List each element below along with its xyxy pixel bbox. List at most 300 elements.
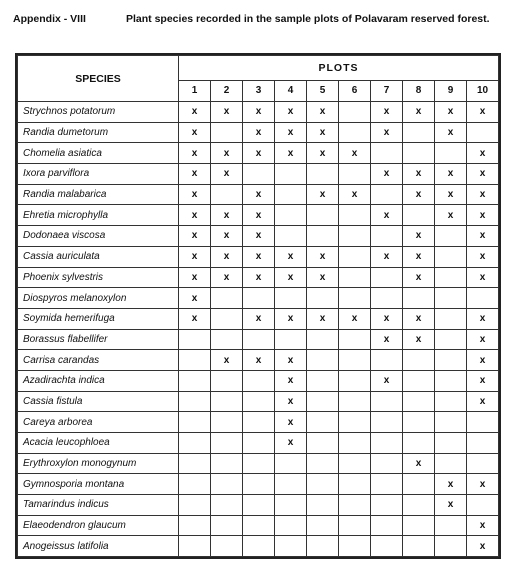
presence-cell <box>435 267 467 288</box>
presence-cell <box>435 102 467 123</box>
table-row <box>18 329 499 350</box>
plot-number-header: 6 <box>339 80 371 101</box>
presence-cell <box>275 288 307 309</box>
presence-cell <box>403 205 435 226</box>
presence-mark: x <box>287 313 294 325</box>
presence-cell <box>371 329 403 350</box>
species-name: Anogeissus latifolia <box>18 536 179 557</box>
presence-cell <box>307 164 339 185</box>
presence-mark: x <box>447 209 454 221</box>
presence-cell <box>275 536 307 557</box>
presence-cell <box>371 453 403 474</box>
presence-mark: x <box>447 499 454 511</box>
presence-mark: x <box>191 189 198 201</box>
presence-mark: x <box>191 292 198 304</box>
presence-cell <box>243 288 275 309</box>
presence-mark: x <box>319 127 326 139</box>
presence-cell <box>371 143 403 164</box>
presence-mark: x <box>415 313 422 325</box>
presence-mark: x <box>287 375 294 387</box>
presence-mark: x <box>479 168 486 180</box>
presence-cell <box>275 453 307 474</box>
presence-cell <box>467 515 499 536</box>
presence-cell <box>435 205 467 226</box>
presence-cell <box>403 329 435 350</box>
presence-cell <box>243 412 275 433</box>
plot-number-header: 10 <box>467 80 499 101</box>
presence-cell <box>307 329 339 350</box>
species-column-header: SPECIES <box>18 56 179 102</box>
plot-number-header: 2 <box>211 80 243 101</box>
presence-cell <box>211 102 243 123</box>
presence-cell <box>179 164 211 185</box>
presence-cell <box>371 370 403 391</box>
presence-mark: x <box>287 106 294 118</box>
presence-cell <box>179 515 211 536</box>
species-name: Randia dumetorum <box>18 122 179 143</box>
presence-cell <box>435 246 467 267</box>
presence-cell <box>211 350 243 371</box>
presence-cell <box>179 184 211 205</box>
presence-mark: x <box>319 313 326 325</box>
presence-cell <box>243 143 275 164</box>
presence-cell <box>211 391 243 412</box>
presence-mark: x <box>415 458 422 470</box>
presence-cell <box>467 246 499 267</box>
presence-mark: x <box>415 168 422 180</box>
presence-mark: x <box>447 189 454 201</box>
presence-cell <box>339 474 371 495</box>
presence-cell <box>339 308 371 329</box>
plot-number-header: 9 <box>435 80 467 101</box>
presence-cell <box>339 288 371 309</box>
presence-cell <box>211 246 243 267</box>
presence-cell <box>243 433 275 454</box>
table-body <box>18 102 499 557</box>
plot-number-header: 1 <box>179 80 211 101</box>
presence-mark: x <box>255 354 262 366</box>
presence-mark: x <box>191 271 198 283</box>
presence-mark: x <box>383 106 390 118</box>
presence-mark: x <box>415 251 422 263</box>
presence-mark: x <box>191 230 198 242</box>
presence-cell <box>435 329 467 350</box>
presence-mark: x <box>191 106 198 118</box>
presence-mark: x <box>383 127 390 139</box>
presence-mark: x <box>479 313 486 325</box>
presence-cell <box>403 184 435 205</box>
presence-mark: x <box>255 189 262 201</box>
presence-cell <box>435 226 467 247</box>
presence-cell <box>275 226 307 247</box>
table-row <box>18 391 499 412</box>
presence-cell <box>307 246 339 267</box>
presence-cell <box>211 370 243 391</box>
species-name: Elaeodendron glaucum <box>18 515 179 536</box>
presence-cell <box>243 184 275 205</box>
presence-cell <box>307 184 339 205</box>
plot-number-header: 8 <box>403 80 435 101</box>
presence-mark: x <box>479 375 486 387</box>
presence-cell <box>179 122 211 143</box>
presence-cell <box>307 433 339 454</box>
presence-cell <box>211 288 243 309</box>
presence-mark: x <box>319 106 326 118</box>
species-name: Diospyros melanoxylon <box>18 288 179 309</box>
table-row <box>18 515 499 536</box>
presence-mark: x <box>319 189 326 201</box>
presence-cell <box>275 246 307 267</box>
presence-cell <box>339 453 371 474</box>
presence-cell <box>339 515 371 536</box>
presence-cell <box>403 350 435 371</box>
presence-cell <box>403 433 435 454</box>
presence-cell <box>403 164 435 185</box>
presence-mark: x <box>287 271 294 283</box>
presence-mark: x <box>255 251 262 263</box>
plot-number-header: 4 <box>275 80 307 101</box>
presence-cell <box>403 474 435 495</box>
presence-cell <box>403 122 435 143</box>
presence-cell <box>211 536 243 557</box>
presence-cell <box>275 474 307 495</box>
presence-cell <box>467 102 499 123</box>
presence-cell <box>179 205 211 226</box>
presence-cell <box>339 164 371 185</box>
presence-mark: x <box>223 209 230 221</box>
species-name: Borassus flabellifer <box>18 329 179 350</box>
presence-mark: x <box>415 333 422 345</box>
table-row <box>18 226 499 247</box>
presence-cell <box>243 246 275 267</box>
presence-cell <box>467 433 499 454</box>
presence-cell <box>275 102 307 123</box>
presence-cell <box>339 267 371 288</box>
presence-cell <box>339 184 371 205</box>
presence-mark: x <box>319 271 326 283</box>
presence-cell <box>435 164 467 185</box>
table-row <box>18 308 499 329</box>
presence-cell <box>467 164 499 185</box>
presence-cell <box>371 495 403 516</box>
presence-cell <box>339 433 371 454</box>
presence-mark: x <box>383 313 390 325</box>
presence-cell <box>211 267 243 288</box>
presence-mark: x <box>351 147 358 159</box>
presence-cell <box>275 433 307 454</box>
presence-cell <box>179 308 211 329</box>
table-row <box>18 453 499 474</box>
presence-mark: x <box>191 127 198 139</box>
presence-cell <box>243 205 275 226</box>
presence-cell <box>307 205 339 226</box>
presence-mark: x <box>255 209 262 221</box>
presence-cell <box>179 370 211 391</box>
species-name: Chomelia asiatica <box>18 143 179 164</box>
presence-cell <box>275 495 307 516</box>
presence-mark: x <box>447 168 454 180</box>
species-name: Careya arborea <box>18 412 179 433</box>
presence-mark: x <box>255 127 262 139</box>
presence-cell <box>435 536 467 557</box>
presence-cell <box>179 288 211 309</box>
presence-mark: x <box>255 313 262 325</box>
table-row <box>18 102 499 123</box>
presence-cell <box>403 536 435 557</box>
presence-mark: x <box>479 189 486 201</box>
presence-cell <box>403 515 435 536</box>
table-row <box>18 246 499 267</box>
presence-cell <box>371 412 403 433</box>
presence-mark: x <box>255 147 262 159</box>
presence-cell <box>179 226 211 247</box>
species-name: Randia malabarica <box>18 184 179 205</box>
presence-cell <box>179 536 211 557</box>
presence-cell <box>243 370 275 391</box>
presence-mark: x <box>479 520 486 532</box>
presence-cell <box>179 329 211 350</box>
presence-cell <box>211 474 243 495</box>
presence-cell <box>307 412 339 433</box>
presence-mark: x <box>383 333 390 345</box>
presence-cell <box>243 226 275 247</box>
presence-cell <box>179 350 211 371</box>
presence-mark: x <box>319 251 326 263</box>
presence-cell <box>467 474 499 495</box>
presence-cell <box>403 453 435 474</box>
species-name: Gymnosporia montana <box>18 474 179 495</box>
presence-cell <box>467 184 499 205</box>
presence-cell <box>211 433 243 454</box>
presence-cell <box>211 226 243 247</box>
presence-cell <box>371 205 403 226</box>
presence-cell <box>435 288 467 309</box>
presence-mark: x <box>447 478 454 490</box>
presence-mark: x <box>191 147 198 159</box>
species-name: Carrisa carandas <box>18 350 179 371</box>
presence-cell <box>435 453 467 474</box>
plot-number-header: 3 <box>243 80 275 101</box>
presence-cell <box>211 184 243 205</box>
presence-cell <box>435 412 467 433</box>
presence-cell <box>243 536 275 557</box>
presence-mark: x <box>255 230 262 242</box>
species-name: Cassia fistula <box>18 391 179 412</box>
species-name: Cassia auriculata <box>18 246 179 267</box>
presence-mark: x <box>383 375 390 387</box>
presence-cell <box>307 308 339 329</box>
presence-cell <box>467 143 499 164</box>
presence-cell <box>243 102 275 123</box>
presence-cell <box>467 267 499 288</box>
presence-cell <box>211 143 243 164</box>
presence-cell <box>339 391 371 412</box>
presence-cell <box>339 536 371 557</box>
presence-cell <box>339 350 371 371</box>
presence-cell <box>339 102 371 123</box>
presence-cell <box>435 122 467 143</box>
presence-cell <box>243 308 275 329</box>
presence-cell <box>179 433 211 454</box>
presence-cell <box>275 143 307 164</box>
presence-cell <box>371 350 403 371</box>
presence-cell <box>179 412 211 433</box>
presence-cell <box>435 370 467 391</box>
presence-mark: x <box>479 540 486 552</box>
appendix-label: Appendix - VIII <box>13 13 86 25</box>
presence-mark: x <box>223 168 230 180</box>
presence-cell <box>211 412 243 433</box>
presence-mark: x <box>479 251 486 263</box>
presence-cell <box>243 329 275 350</box>
presence-cell <box>467 370 499 391</box>
presence-cell <box>371 226 403 247</box>
presence-cell <box>467 453 499 474</box>
species-name: Strychnos potatorum <box>18 102 179 123</box>
presence-mark: x <box>479 106 486 118</box>
presence-cell <box>307 536 339 557</box>
plot-number-header: 7 <box>371 80 403 101</box>
presence-cell <box>243 267 275 288</box>
presence-cell <box>339 122 371 143</box>
presence-cell <box>243 350 275 371</box>
table-row <box>18 412 499 433</box>
presence-mark: x <box>383 251 390 263</box>
presence-mark: x <box>479 478 486 490</box>
table-row <box>18 370 499 391</box>
presence-cell <box>467 536 499 557</box>
presence-cell <box>371 536 403 557</box>
plot-number-header: 5 <box>307 80 339 101</box>
presence-mark: x <box>287 251 294 263</box>
presence-cell <box>403 226 435 247</box>
presence-cell <box>307 122 339 143</box>
presence-cell <box>179 246 211 267</box>
table-row <box>18 350 499 371</box>
presence-cell <box>339 370 371 391</box>
table-row <box>18 288 499 309</box>
presence-cell <box>339 226 371 247</box>
presence-mark: x <box>479 271 486 283</box>
presence-cell <box>307 474 339 495</box>
presence-mark: x <box>223 230 230 242</box>
presence-mark: x <box>479 354 486 366</box>
presence-mark: x <box>287 354 294 366</box>
presence-mark: x <box>255 271 262 283</box>
presence-cell <box>371 308 403 329</box>
presence-cell <box>403 288 435 309</box>
presence-cell <box>435 308 467 329</box>
presence-mark: x <box>415 271 422 283</box>
presence-cell <box>371 433 403 454</box>
presence-mark: x <box>287 437 294 449</box>
header-row <box>18 56 499 81</box>
presence-cell <box>307 102 339 123</box>
presence-cell <box>179 102 211 123</box>
presence-cell <box>403 412 435 433</box>
presence-cell <box>243 495 275 516</box>
table-row <box>18 433 499 454</box>
presence-cell <box>275 267 307 288</box>
presence-cell <box>179 453 211 474</box>
presence-mark: x <box>479 333 486 345</box>
presence-cell <box>307 515 339 536</box>
presence-cell <box>179 495 211 516</box>
presence-cell <box>435 433 467 454</box>
presence-cell <box>467 308 499 329</box>
presence-mark: x <box>319 147 326 159</box>
species-name: Azadirachta indica <box>18 370 179 391</box>
presence-cell <box>339 329 371 350</box>
presence-cell <box>275 184 307 205</box>
presence-cell <box>403 267 435 288</box>
presence-cell <box>211 205 243 226</box>
presence-cell <box>467 495 499 516</box>
presence-cell <box>371 267 403 288</box>
species-name: Tamarindus indicus <box>18 495 179 516</box>
presence-cell <box>371 122 403 143</box>
presence-cell <box>467 288 499 309</box>
presence-cell <box>179 143 211 164</box>
presence-mark: x <box>255 106 262 118</box>
presence-cell <box>275 412 307 433</box>
presence-cell <box>435 350 467 371</box>
presence-cell <box>307 267 339 288</box>
presence-cell <box>179 474 211 495</box>
presence-mark: x <box>191 209 198 221</box>
presence-cell <box>307 495 339 516</box>
table-row <box>18 495 499 516</box>
species-name: Erythroxylon monogynum <box>18 453 179 474</box>
presence-cell <box>307 143 339 164</box>
presence-cell <box>371 102 403 123</box>
presence-cell <box>339 143 371 164</box>
table-title: Plant species recorded in the sample plots of Polavaram reserved forest. <box>126 13 490 25</box>
presence-cell <box>371 184 403 205</box>
presence-mark: x <box>287 127 294 139</box>
presence-cell <box>211 495 243 516</box>
table-row <box>18 122 499 143</box>
presence-cell <box>435 143 467 164</box>
presence-mark: x <box>415 106 422 118</box>
table-row <box>18 205 499 226</box>
presence-cell <box>275 370 307 391</box>
presence-mark: x <box>287 147 294 159</box>
presence-cell <box>403 391 435 412</box>
presence-mark: x <box>223 271 230 283</box>
presence-cell <box>403 246 435 267</box>
presence-cell <box>275 308 307 329</box>
presence-cell <box>403 102 435 123</box>
presence-cell <box>307 350 339 371</box>
presence-cell <box>467 329 499 350</box>
presence-cell <box>307 288 339 309</box>
presence-cell <box>435 515 467 536</box>
species-name: Acacia leucophloea <box>18 433 179 454</box>
presence-cell <box>211 308 243 329</box>
presence-cell <box>371 391 403 412</box>
presence-mark: x <box>223 147 230 159</box>
presence-cell <box>211 329 243 350</box>
presence-cell <box>467 412 499 433</box>
presence-cell <box>435 474 467 495</box>
presence-cell <box>275 329 307 350</box>
presence-mark: x <box>351 313 358 325</box>
presence-cell <box>371 474 403 495</box>
presence-cell <box>243 474 275 495</box>
presence-mark: x <box>479 230 486 242</box>
presence-cell <box>467 350 499 371</box>
